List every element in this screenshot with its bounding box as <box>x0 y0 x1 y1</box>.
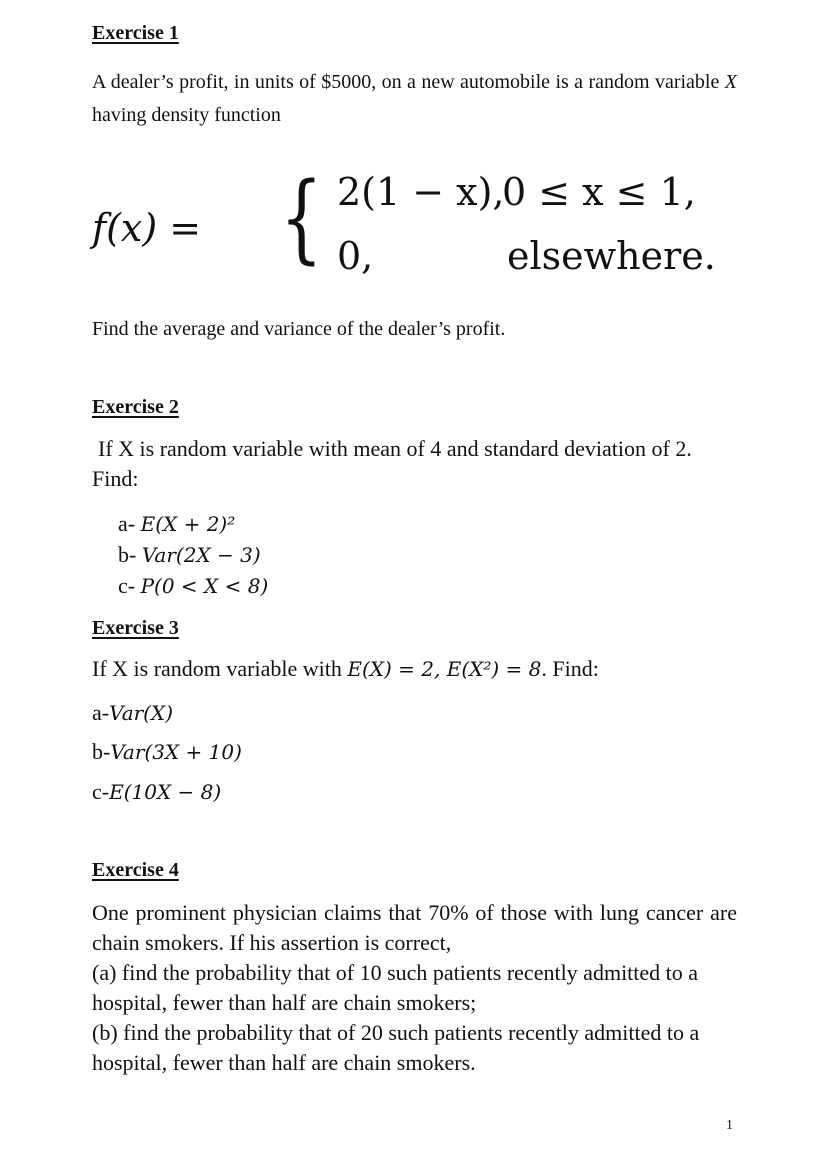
exercise-1-text <box>92 66 737 132</box>
formula-brace: { <box>280 162 323 274</box>
item-expression: Var(X) <box>109 701 174 725</box>
exercise-4-heading: Exercise 4 <box>92 859 179 881</box>
exercise-1-text-part1: A dealer’s profit, in units of $5000, on a new automobile is a random variable <box>92 71 720 93</box>
item-label: c- <box>92 779 110 804</box>
exercise-1-question: Find the average and variance of the dealer’s profit. <box>92 318 506 340</box>
item-expression: P(0 < X < 8) <box>140 574 269 598</box>
exercise-2-heading: Exercise 2 <box>92 396 179 418</box>
exercise-2-text: If X is random variable with mean of 4 and standard deviation of 2. Find: <box>92 436 692 491</box>
formula-case2-condition: elsewhere. <box>507 234 716 278</box>
item-label: a- <box>92 700 110 725</box>
exercise-4-part-a: (a) find the probability that of 10 such patients recently admitted to a hospital, fewer than half are chain smokers; <box>92 960 699 1015</box>
exercise-3-text-math: E(X) = 2, E(X²) = 8 <box>347 657 542 681</box>
formula-case1-condition: 0 ≤ x ≤ 1, <box>502 170 696 214</box>
formula-case1-expr: 2(1 − x), <box>337 170 505 214</box>
exercise-1-heading: Exercise 1 <box>92 22 179 44</box>
item-expression: E(X + 2)² <box>140 512 236 536</box>
exercise-2-item-a <box>118 511 235 537</box>
exercise-4-part-b: (b) find the probability that of 20 such patients recently admitted to a hospital, fewer than half are chain smokers. <box>92 1020 700 1075</box>
item-label: b- <box>118 542 137 567</box>
exercise-3-item-a <box>92 700 173 726</box>
exercise-3-text <box>92 654 737 684</box>
exercise-1-text-part2: having density function <box>92 104 281 126</box>
exercise-2-item-c <box>118 573 268 599</box>
item-label: a- <box>118 511 136 536</box>
item-label: b- <box>92 739 111 764</box>
item-label: c- <box>118 573 136 598</box>
page-number: 1 <box>726 1118 733 1133</box>
exercise-3-item-b <box>92 739 242 765</box>
item-expression: Var(2X − 3) <box>141 543 261 567</box>
exercise-3-text-prefix: If X is random variable with <box>92 656 342 681</box>
item-expression: Var(3X + 10) <box>110 740 242 764</box>
item-expression: E(10X − 8) <box>109 780 222 804</box>
density-function-formula <box>92 162 732 290</box>
exercise-3-heading: Exercise 3 <box>92 617 179 639</box>
formula-lhs: f(x) = <box>92 206 202 250</box>
exercise-1-variable: X <box>724 71 737 93</box>
exercise-2-item-b <box>118 542 261 568</box>
exercise-3-item-c <box>92 779 221 805</box>
exercise-4-text: One prominent physician claims that 70% of those with lung cancer are chain smokers. If his assertion is correct, <box>92 900 737 955</box>
formula-case2-expr: 0, <box>337 234 374 278</box>
exercise-3-text-suffix: . Find: <box>541 656 599 681</box>
